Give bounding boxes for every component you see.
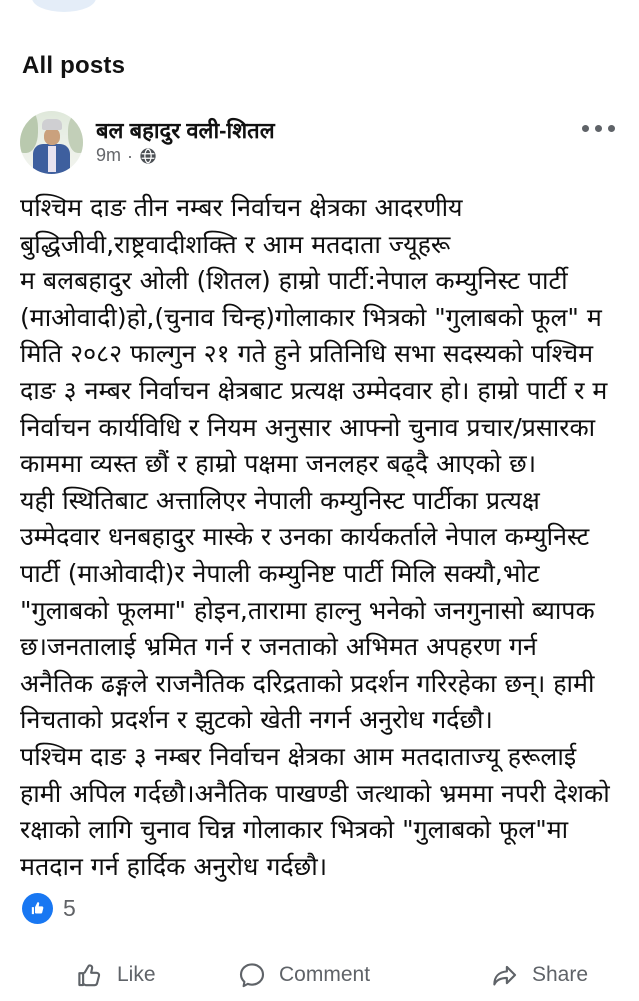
post-options-menu-icon[interactable] [578,121,619,136]
avatar-face [44,128,60,145]
avatar-background-foliage [68,113,83,153]
post-text-line: पश्चिम दाङ ३ नम्बर निर्वाचन क्षेत्रका आम मतदाताज्यू हरूलाई [20,741,577,771]
post-text-line: छ।जनतालाई भ्रमित गर्न र जनताको अभिमत अपहरण गर्न [20,632,537,662]
post-text-line: यही स्थितिबाट अत्तालिएर नेपाली कम्युनिस्ट पार्टीका प्रत्यक्ष [20,485,540,515]
globe-icon [139,147,157,165]
post-text [20,190,628,885]
post-text-line: दाङ ३ नम्बर निर्वाचन क्षेत्रबाट प्रत्यक्ष उम्मेदवार हो। हाम्रो पार्टी र म [20,375,608,405]
post-text-line: "गुलाबको फूलमा" होइन,तारामा हाल्नु भनेको जनगुनासो ब्यापक [20,595,595,625]
share-button-label: Share [532,962,589,986]
comment-button-label: Comment [279,962,371,986]
author-name[interactable]: बल बहादुर वली-शितल [96,118,275,143]
meta-separator: · [127,145,134,166]
post-text-line: पार्टी (माओवादी)र नेपाली कम्युनिष्ट पार्टी मिलि सक्यौ,भोट [20,558,540,588]
post-text-line: मिति २०८२ फाल्गुन २१ गते हुने प्रतिनिधि सभा सदस्यको पश्चिम [20,339,594,369]
like-button-label: Like [117,962,156,986]
like-reaction-badge-icon[interactable] [22,893,53,924]
post-text-line: बुद्धिजीवी,राष्ट्रवादीशक्ति र आम मतदाता ज्यूहरू [20,229,451,259]
share-button[interactable] [490,948,588,1001]
post-text-line: निचताको प्रदर्शन र झुटको खेती नगर्न अनुरोध गर्दछौ। [20,705,493,735]
avatar[interactable] [20,111,83,174]
post-text-line: काममा व्यस्त छौं र हाम्रो पक्षमा जनलहर बढ्दै आएको छ। [20,449,537,479]
avatar-topi-hat [42,119,62,130]
scrolled-element-remnant [32,0,96,12]
reaction-summary[interactable] [22,893,76,924]
page-title: All posts [22,52,126,79]
comment-icon [237,960,267,990]
like-count[interactable]: 5 [63,895,76,921]
post-text-line: मतदान गर्न हार्दिक अनुरोध गर्दछौ। [20,851,328,881]
post-text-line: रक्षाको लागि चुनाव चिन्न गोलाकार भित्रको "गुलाबको फूल"मा [20,815,569,845]
post-action-bar [0,948,639,1001]
timestamp[interactable]: 9m [96,145,122,165]
thumbs-up-icon [75,960,105,990]
post-text-line: निर्वाचन कार्यविधि र नियम अनुसार आफ्नो चुनाव प्रचार/प्रसारका [20,412,596,442]
post-text-line: म बलबहादुर ओली (शितल) हाम्रो पार्टी:नेपाल कम्युनिस्ट पार्टी [20,266,568,296]
post-header [20,111,619,175]
post-meta[interactable] [96,145,157,166]
comment-button[interactable] [237,948,370,1001]
post-text-line: (माओवादी)हो,(चुनाव चिन्ह)गोलाकार भित्रको "गुलाबको फूल" म [20,302,602,332]
post-text-line: उम्मेदवार धनबहादुर मास्के र उनका कार्यकर्ताले नेपाल कम्युनिस्ट [20,522,590,552]
post-text-line: हामी अपिल गर्दछौ।अनैतिक पाखण्डी जत्थाको भ्रममा नपरी देशको [20,778,610,808]
like-button[interactable] [75,948,156,1001]
post-text-line: अनैतिक ढङ्गले राजनैतिक दरिद्रताको प्रदर्शन गरिरहेका छन्। हामी [20,668,595,698]
share-icon [490,960,520,990]
avatar-shirt [48,146,56,172]
post-text-line: पश्चिम दाङ तीन नम्बर निर्वाचन क्षेत्रका आदरणीय [20,193,463,222]
